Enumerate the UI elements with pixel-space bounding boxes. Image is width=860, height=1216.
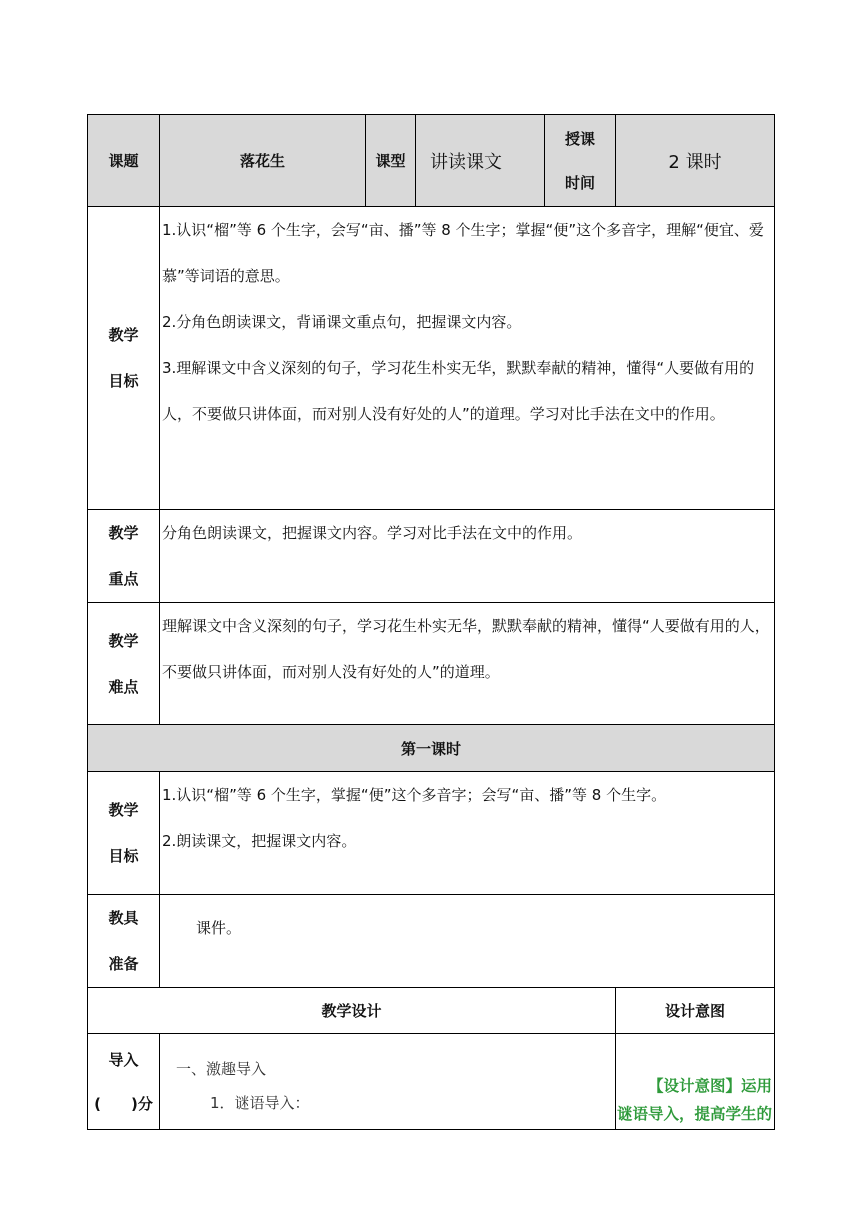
intro-sub: 1．谜语导入： xyxy=(210,1094,310,1112)
keypoints-row xyxy=(88,510,775,603)
intro-label-cell xyxy=(88,1034,160,1130)
lesson1-goals-label-line2: 目标 xyxy=(108,847,139,865)
difficulties-content xyxy=(160,603,775,725)
difficulties-text: 理解课文中含义深刻的句子，学习花生朴实无华，默默奉献的精神，懂得“人要做有用的人，不要做只讲体面，而对别人没有好处的人”的道理。 xyxy=(162,617,770,681)
difficulties-label-line1: 教学 xyxy=(108,631,139,650)
time-label-line1: 授课 xyxy=(564,129,595,148)
goals-content xyxy=(160,207,775,510)
time-label-line2: 时间 xyxy=(564,173,595,192)
difficulties-label-line2: 难点 xyxy=(108,677,139,696)
lesson1-goals-label-line1: 教学 xyxy=(108,801,139,819)
intro-time: ( )分 xyxy=(94,1095,153,1113)
keypoints-text: 分角色朗读课文，把握课文内容。学习对比手法在文中的作用。 xyxy=(162,524,583,542)
intent-content xyxy=(616,1034,775,1130)
keypoints-content xyxy=(160,510,775,603)
type-value: 讲读课文 xyxy=(416,115,545,207)
design-header-row xyxy=(88,988,775,1034)
intent-text-line1: 【设计意图】运用 xyxy=(647,1077,772,1095)
lesson1-title: 第一课时 xyxy=(88,725,775,772)
lesson1-goals-row xyxy=(88,772,775,895)
lesson1-goal-2: 2.朗读课文，把握课文内容。 xyxy=(162,832,357,850)
topic-label: 课题 xyxy=(88,115,160,207)
intro-heading: 一、激趣导入 xyxy=(176,1060,267,1078)
goals-label-line2: 目标 xyxy=(108,372,139,390)
keypoints-label xyxy=(88,510,160,603)
lesson1-title-row xyxy=(88,725,775,772)
time-label xyxy=(545,115,616,207)
goal-item-1: 1.认识“榴”等 6 个生字，会写“亩、播”等 8 个生字；掌握“便”这个多音字，理解“便宜、爱慕”等词语的意思。 xyxy=(162,221,764,285)
goal-item-3: 3.理解课文中含义深刻的句子，学习花生朴实无华，默默奉献的精神，懂得“人要做有用的人，不要做只讲体面，而对别人没有好处的人”的道理。学习对比手法在文中的作用。 xyxy=(162,359,755,423)
lesson1-goals-content xyxy=(160,772,775,895)
header-row xyxy=(88,115,775,207)
tools-label-line2: 准备 xyxy=(108,955,139,973)
tools-label xyxy=(88,895,160,988)
goal-item-2: 2.分角色朗读课文，背诵课文重点句，把握课文内容。 xyxy=(162,313,522,331)
lesson1-goal-1: 1.认识“榴”等 6 个生字，掌握“便”这个多音字；会写“亩、播”等 8 个生字。 xyxy=(162,786,667,804)
keypoints-label-line1: 教学 xyxy=(108,524,139,542)
intent-header: 设计意图 xyxy=(616,988,775,1034)
goals-row xyxy=(88,207,775,510)
tools-row xyxy=(88,895,775,988)
difficulties-row xyxy=(88,603,775,725)
intro-row xyxy=(88,1034,775,1130)
topic-value: 落花生 xyxy=(160,115,366,207)
intro-content xyxy=(160,1034,616,1130)
tools-label-line1: 教具 xyxy=(108,909,139,927)
lesson-plan-table xyxy=(87,114,775,1130)
difficulties-label xyxy=(88,603,160,725)
goals-label-line1: 教学 xyxy=(108,326,139,344)
time-value: 2 课时 xyxy=(616,115,775,207)
tools-text: 课件。 xyxy=(196,919,242,937)
intro-label: 导入 xyxy=(108,1051,139,1069)
intent-text-line2: 谜语导入，提高学生的 xyxy=(616,1105,772,1123)
lesson1-goals-label xyxy=(88,772,160,895)
design-header: 教学设计 xyxy=(88,988,616,1034)
keypoints-label-line2: 重点 xyxy=(108,570,139,588)
goals-label xyxy=(88,207,160,510)
type-label: 课型 xyxy=(366,115,416,207)
tools-content xyxy=(160,895,775,988)
